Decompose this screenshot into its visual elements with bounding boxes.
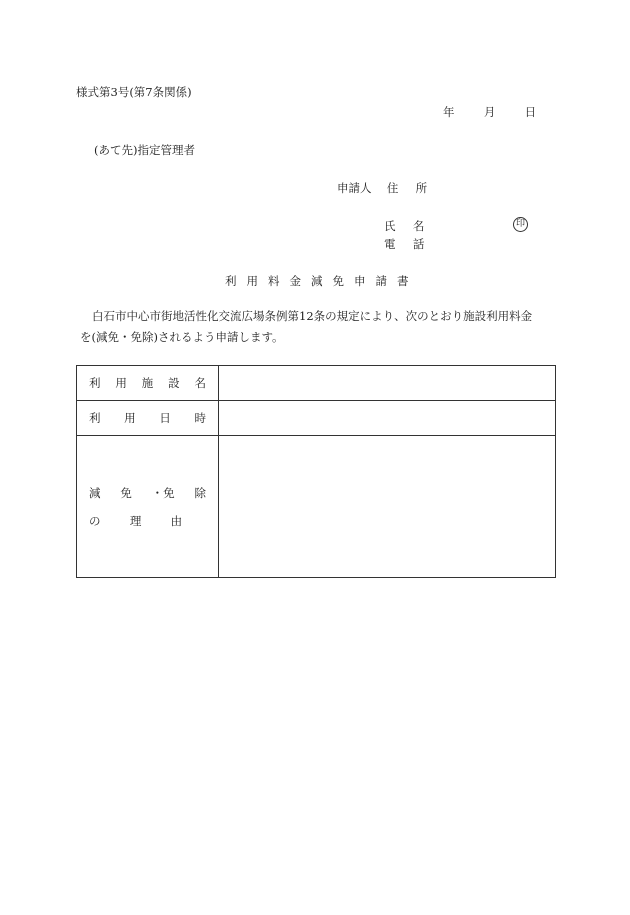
seal-mark: 印 — [513, 217, 528, 232]
facility-label-char: 設 — [168, 376, 180, 390]
title-char: 減 — [311, 274, 323, 288]
name-label-1: 氏 — [384, 219, 396, 233]
facility-label-char: 利 — [89, 376, 101, 390]
name-row — [384, 218, 424, 234]
title-char: 用 — [246, 274, 258, 288]
address-label-1: 住 — [386, 181, 399, 195]
datetime-label-char: 利 — [89, 411, 101, 425]
facility-label-cell — [77, 366, 219, 401]
date-day: 日 — [524, 105, 537, 119]
reason-label-char: ・免 — [151, 485, 175, 500]
title-char: 書 — [397, 274, 409, 288]
reason-label-cell — [77, 436, 219, 578]
title-char: 免 — [332, 274, 344, 288]
reason-label-char: 減 — [89, 485, 101, 500]
date-line — [443, 104, 536, 120]
facility-value-cell[interactable] — [219, 366, 556, 401]
reason-label-char: 除 — [194, 485, 206, 500]
facility-label-char: 施 — [141, 376, 154, 390]
table-row-datetime — [77, 401, 556, 436]
reason-value-cell[interactable] — [219, 436, 556, 578]
phone-row — [384, 236, 424, 252]
request-body — [80, 306, 560, 348]
datetime-label-char: 時 — [194, 411, 206, 425]
body-line-1: 白石市中心市街地活性化交流広場条例第12条の規定により、次のとおり施設利用料金 — [92, 309, 533, 323]
facility-label-char: 用 — [115, 376, 127, 390]
reason-label-char: 理 — [129, 513, 142, 528]
addressee: (あて先)指定管理者 — [94, 143, 195, 157]
address-label-2: 所 — [415, 181, 428, 195]
title-char: 申 — [354, 274, 366, 288]
name-label-2: 名 — [412, 219, 425, 233]
datetime-label-char: 日 — [159, 411, 171, 425]
reason-label-char: 由 — [170, 513, 183, 528]
applicant-label: 申請人 — [337, 181, 372, 195]
applicant-address-row — [337, 180, 427, 196]
datetime-label-cell — [77, 401, 219, 436]
title-char: 金 — [289, 274, 301, 288]
date-month: 月 — [483, 105, 496, 119]
title-char: 利 — [225, 274, 237, 288]
facility-label-char: 名 — [194, 376, 206, 390]
application-table — [76, 365, 556, 578]
datetime-label-char: 用 — [124, 411, 136, 425]
table-row-reason — [77, 436, 556, 578]
phone-label-2: 話 — [412, 237, 425, 251]
reason-label-char: の — [89, 513, 101, 528]
title-char: 請 — [375, 274, 387, 288]
phone-label-1: 電 — [384, 237, 396, 251]
date-year: 年 — [443, 105, 455, 119]
body-line-2: を(減免・免除)されるよう申請します。 — [80, 330, 284, 344]
table-row-facility — [77, 366, 556, 401]
reason-label-char: 免 — [120, 485, 132, 500]
title-char: 料 — [268, 274, 280, 288]
document-title — [225, 273, 409, 289]
datetime-value-cell[interactable] — [219, 401, 556, 436]
form-number: 様式第3号(第7条関係) — [76, 85, 192, 99]
